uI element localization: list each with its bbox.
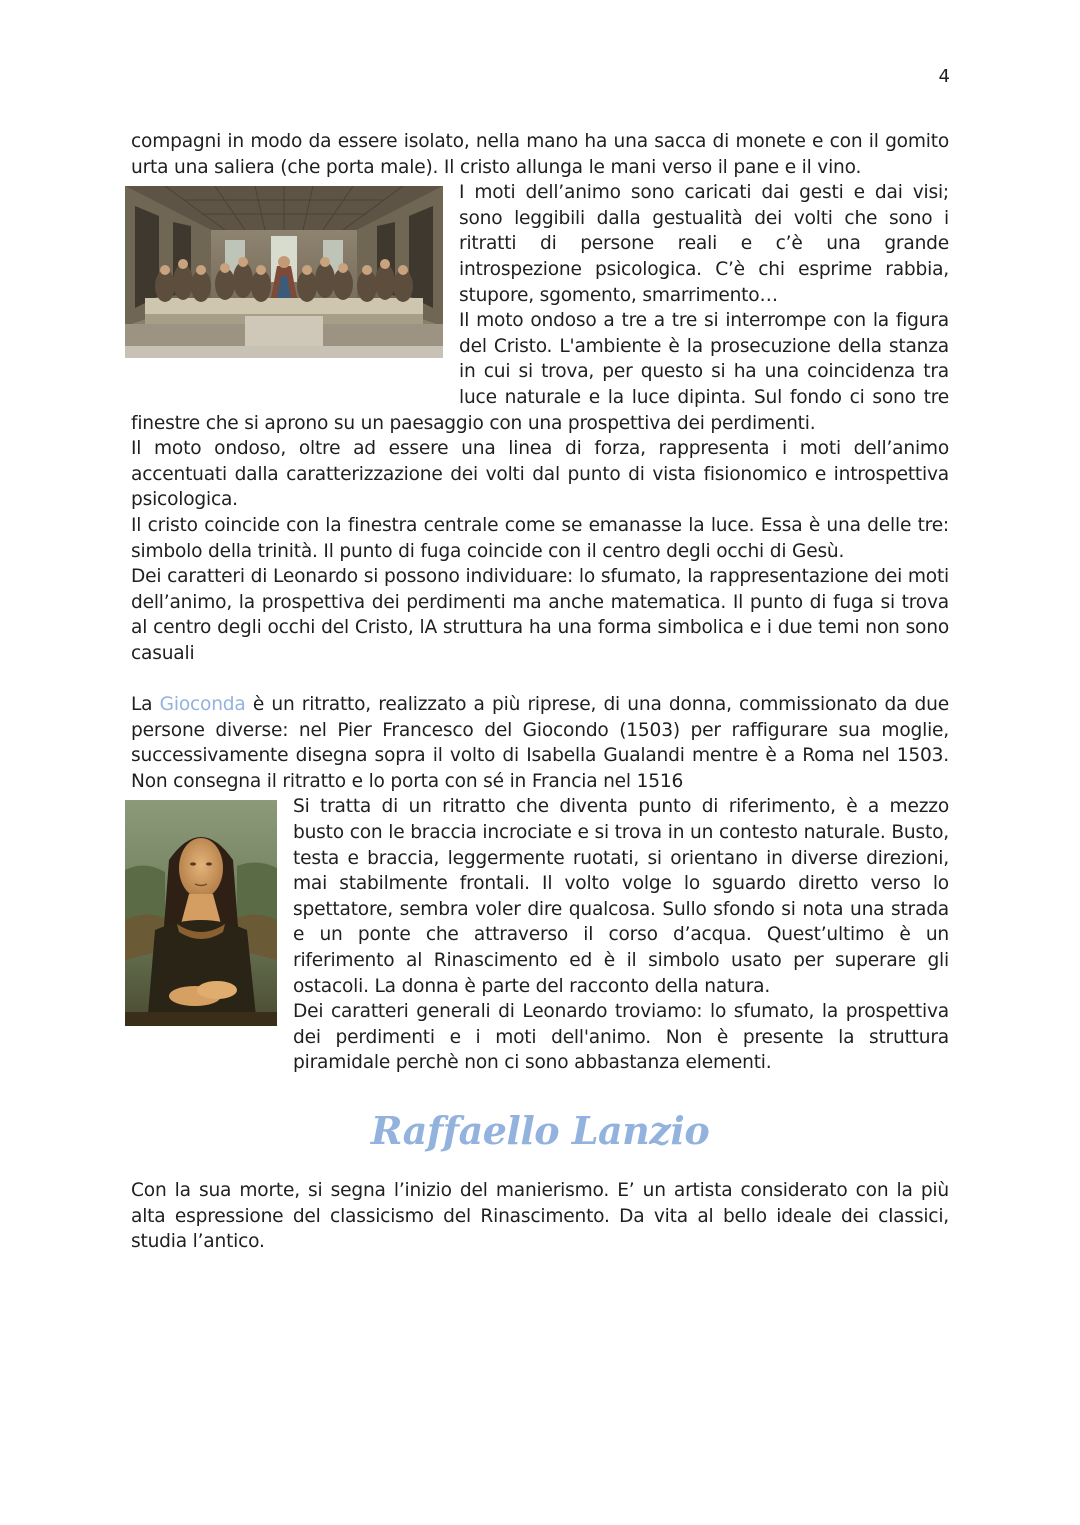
last-supper-image bbox=[125, 186, 443, 358]
mona-lisa-painting bbox=[125, 800, 277, 1026]
gioconda-text-before: La bbox=[131, 694, 160, 716]
section-title: Raffaello Lanzio bbox=[370, 1107, 710, 1153]
intro-paragraph: compagni in modo da essere isolato, nella mano ha una sacca di monete e con il gomito urta una saliera (che porta male). Il cristo allunga le mani verso il pane e il vino. bbox=[131, 131, 949, 178]
gioconda-paragraph-1 bbox=[131, 692, 949, 794]
cenacolo-paragraph-4: Il cristo coincide con la finestra centrale come se emanasse la luce. Essa è una delle tre: simbolo della trinità. Il punto di fuga coincide con il centro degli occhi di Gesù. bbox=[131, 514, 949, 562]
gioconda-text-after: è un ritratto, realizzato a più riprese, di una donna, commissionato da due persone diverse: nel Pier Francesco del Giocondo (1503) per raffigurare sua moglie, successivamente disegna sopra il volto di Isabella Gualandi mentre è a Roma nel 1503. Non consegna il ritratto e lo porta con sé in Francia nel 1516 bbox=[131, 694, 949, 792]
mona-lisa-image bbox=[125, 800, 277, 1026]
gioconda-paragraph-2: Si tratta di un ritratto che diventa punto di riferimento, è a mezzo busto con le braccia incrociate e si trova in un contesto naturale. Busto, testa e braccia, leggermente ruotati, si orientano in diverse direzioni, mai stabilmente frontali. Il volto volge lo sguardo diretto verso lo spettatore, sembra voler dire qualcosa. Sullo sfondo si nota una strada e un ponte che attraverso il corso d’acqua. Quest’ultimo è un riferimento al Rinascimento ed è il simbolo usato per superare gli ostacoli. La donna è parte del racconto della natura. bbox=[293, 796, 949, 997]
gioconda-paragraph-3: Dei caratteri generali di Leonardo troviamo: lo sfumato, la prospettiva dei perdimenti e i moti dell'animo. Non è presente la struttura piramidale perchè non ci sono abbastanza elementi. bbox=[293, 1001, 949, 1074]
raffaello-paragraph-1: Con la sua morte, si segna l’inizio del manierismo. E’ un artista considerato con la più alta espressione del classicismo del Rinascimento. Da vita al bello ideale dei classici, studia l’antico. bbox=[131, 1179, 949, 1253]
paragraph-spacer bbox=[131, 666, 949, 692]
cenacolo-paragraph-2: Il moto ondoso a tre a tre si interrompe con la figura del Cristo. L'ambiente è la prosecuzione della stanza in cui si trova, per questo si ha una coincidenza tra luce naturale e la luce dipinta. Sul fondo ci sono tre finestre che si aprono su un paesaggio con una prospettiva dei perdimenti. bbox=[131, 310, 949, 434]
gioconda-link[interactable]: Gioconda bbox=[159, 694, 246, 716]
cenacolo-paragraph-5: Dei caratteri di Leonardo si possono individuare: lo sfumato, la rappresentazione dei moti dell’animo, la prospettiva dei perdimenti ma anche matematica. Il punto di fuga si trova al centro degli occhi del Cristo, lA struttura ha una forma simbolica e i due temi non sono casuali bbox=[131, 566, 949, 664]
section-title-wrap bbox=[131, 1102, 949, 1160]
document-body bbox=[131, 129, 949, 1255]
cenacolo-paragraph-3: Il moto ondoso, oltre ad essere una linea di forza, rappresenta i moti dell’animo accentuati dalla caratterizzazione dei volti dal punto di vista fisionomico e introspettiva psicologica. bbox=[131, 438, 949, 511]
last-supper-painting bbox=[125, 186, 443, 358]
page-number: 4 bbox=[938, 66, 950, 87]
cenacolo-paragraph-1: I moti dell’animo sono caricati dai gesti e dai visi; sono leggibili dalla gestualità dei volti che sono i ritratti di persone reali e c’è una grande introspezione psicologica. C’è chi esprime rabbia, stupore, sgomento, smarrimento… bbox=[459, 182, 949, 306]
